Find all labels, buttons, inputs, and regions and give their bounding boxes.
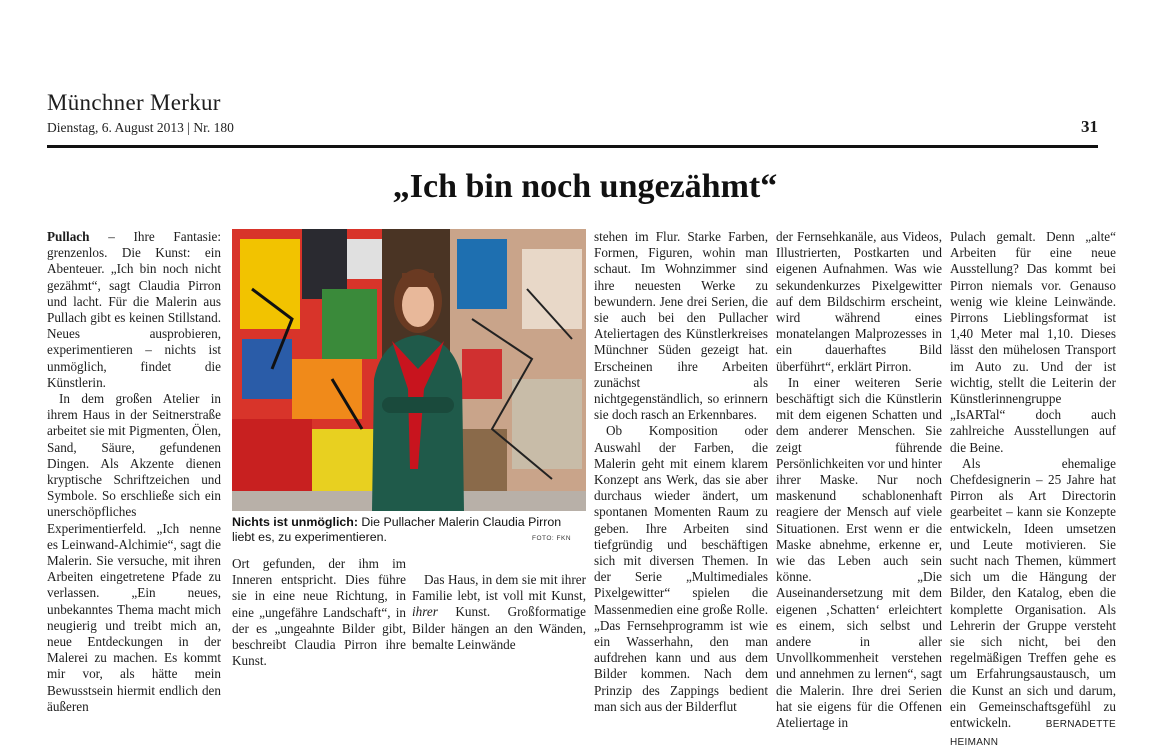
painting-photo-illustration [232, 229, 586, 511]
location-dateline: Pullach [47, 229, 90, 244]
paragraph: In einer weiteren Serie beschäftigt sich die Künstlerin mit dem eigenen Schatten und dem anderer Menschen. Sie zeigt führende Persönlichkeiten vor und hinter ihrer Maske. Nur noch maskenund schablonenhaft reagiere der Mensch auf viele Situationen. Erst wenn er die Maske abnehme, erkenne er, wie das Leben auch sein könne. „Die Auseinandersetzung mit dem eigenen ‚Schatten‘ erleichtert es einem, sich selbst und andere in aller Unvollkommenheit verstehen und annehmen zu lernen“, sagt die Malerin. Ihre drei Serien hat sie eigens für die Offenen Ateliertage in [776, 374, 942, 731]
page-number: 31 [1081, 117, 1098, 136]
dateline: Dienstag, 6. August 2013 | Nr. 180 [47, 120, 234, 135]
artist-photo [232, 229, 586, 511]
caption-lead: Nichts ist unmöglich: [232, 515, 358, 529]
paragraph: In dem großen Atelier in ihrem Haus in der Seitnerstraße arbeitet sie mit Pigmenten, Ölen, Sand, Säure, gefundenen Dingen. Als Akzente dienen kryptische Schriftzeichen und Symbole. So erschließe sich ein unerschöpfliches Experimentierfeld. „Ich nenne es Leinwand-Alchimie“, sagt die Malerin. Sie versuche, mit ihren Arbeiten eingetretene Pfade zu verlassen. „Ein neues, unbekanntes Thema macht mich neugierig und treibt mich an, neue Entdeckungen in der Malerei zu machen. Es kommt mir vor, als hätte mein Bewusstsein hiermit endlich den äußeren [47, 391, 221, 714]
paragraph: Ort gefunden, der ihm im Inneren entspricht. Dies führe sie in eine neue Richtung, in eine „ungefähre Landschaft“, in der es „ungeahnte Bilder gibt, beschreibt Claudia Pirron ihre Kunst. [232, 556, 406, 669]
newspaper-name: Münchner Merkur [47, 90, 221, 115]
paragraph: der Fernsehkanäle, aus Videos, Illustrierten, Postkarten und eigenen Aufnahmen. Was wie sekundenkurzes Pixelgewitter auf dem Bildschirm erscheint, wird während eines monatelangen Malprozesses in ein dauerhaftes Bild überführt“, erklärt Pirron. [776, 229, 942, 374]
paragraph: Ob Komposition oder Auswahl der Farben, die Malerin geht mit einem klarem Konzept ans Werk, das sie aber durchaus wieder ändert, um spontanen Momenten Raum zu geben. Ihre Arbeiten sind tiefgründig und beschäftigen sich mit diversen Themen. In der Serie „Multimediales Pixelgewitter“ spielen die Massenmedien eine große Rolle. „Das Fernsehprogramm ist wie ein Wasserhahn, den man aufdrehen kann und aus dem Bilder kommen. Nach dem Prinzip des Zappings bedient man sich aus der Bilderflut [594, 423, 768, 714]
paragraph: Pulach gemalt. Denn „alte“ Arbeiten für eine neue Ausstellung? Das kommt bei Pirron niemals vor. Genauso wenig wie kleine Leinwände. Pirrons Lieblingsformat ist 1,40 Meter mal 1,10. Dieses lässt den mühelosen Transport im Auto zu. Und der ist wichtig, stellt die Leiterin der Künstlerinnengruppe „IsARTal“ doch auch zahlreiche Ausstellungen auf die Beine. [950, 229, 1116, 455]
headline: „Ich bin noch ungezähmt“ [392, 168, 778, 205]
article-column-2 [232, 556, 406, 669]
caption-text: Die Pullacher Malerin Claudia Pirron liebt es, zu experimentieren. [232, 515, 562, 544]
header-rule [47, 145, 1098, 148]
article-column-3-bottom [412, 572, 586, 653]
intro-paragraph: Pullach – Ihre Fantasie: grenzenlos. Die Kunst: ein Abenteuer. „Ich bin noch nicht gezähmt“, sagt Claudia Pirron und lacht. Für die Malerin aus Pullach gibt es keinen Stillstand. Neues ausprobieren, experimentieren – nichts ist unmöglich, findet die Künstlerin. [47, 229, 221, 390]
paragraph: Das Haus, in dem sie mit ihrer Familie lebt, ist voll mit Kunst, ihrer Kunst. Großformatige Bilder hängen an den Wänden, bemalte Leinwände [412, 572, 586, 652]
author-byline: BERNADETTE HEIMANN [950, 719, 1116, 749]
article-column-1 [47, 229, 221, 715]
paragraph: stehen im Flur. Starke Farben, Formen, Figuren, wohin man schaut. Im Wohnzimmer sind ihre neuesten Werke zu bewundern. Jene drei Serien, die sie auch bei den Pullacher Ateliertagen des Künstlerkreises Münchner Süden gezeigt hat. Erscheinen ihre Arbeiten zunächst als nichtgegenständlich, so erinnern sie doch rasch an Erkennbares. [594, 229, 768, 423]
article-column-5 [950, 229, 1116, 752]
paragraph: Als ehemalige Chefdesignerin – 25 Jahre hat Pirron als Art Directorin gearbeitet – kann sie Konzepte entwickeln, Ideen umsetzen und Leute motivieren. Sie sucht nach Themen, kümmert sich um die Hängung der Bilder, den Katalog, eben die komplette Organisation. Als Lehrerin der Gruppe versteht sie sich nicht, bei den regelmäßigen Treffen gehe es um Erfahrungsaustausch, um die Kunst an sich und darum, ein Gemeinschaftsgefühl zu entwickeln. BERNADETTE HEIMANN [950, 455, 1116, 749]
photo-credit: FOTO: FKN [532, 535, 572, 542]
article-column-3 [594, 229, 768, 715]
article-column-4 [776, 229, 942, 731]
